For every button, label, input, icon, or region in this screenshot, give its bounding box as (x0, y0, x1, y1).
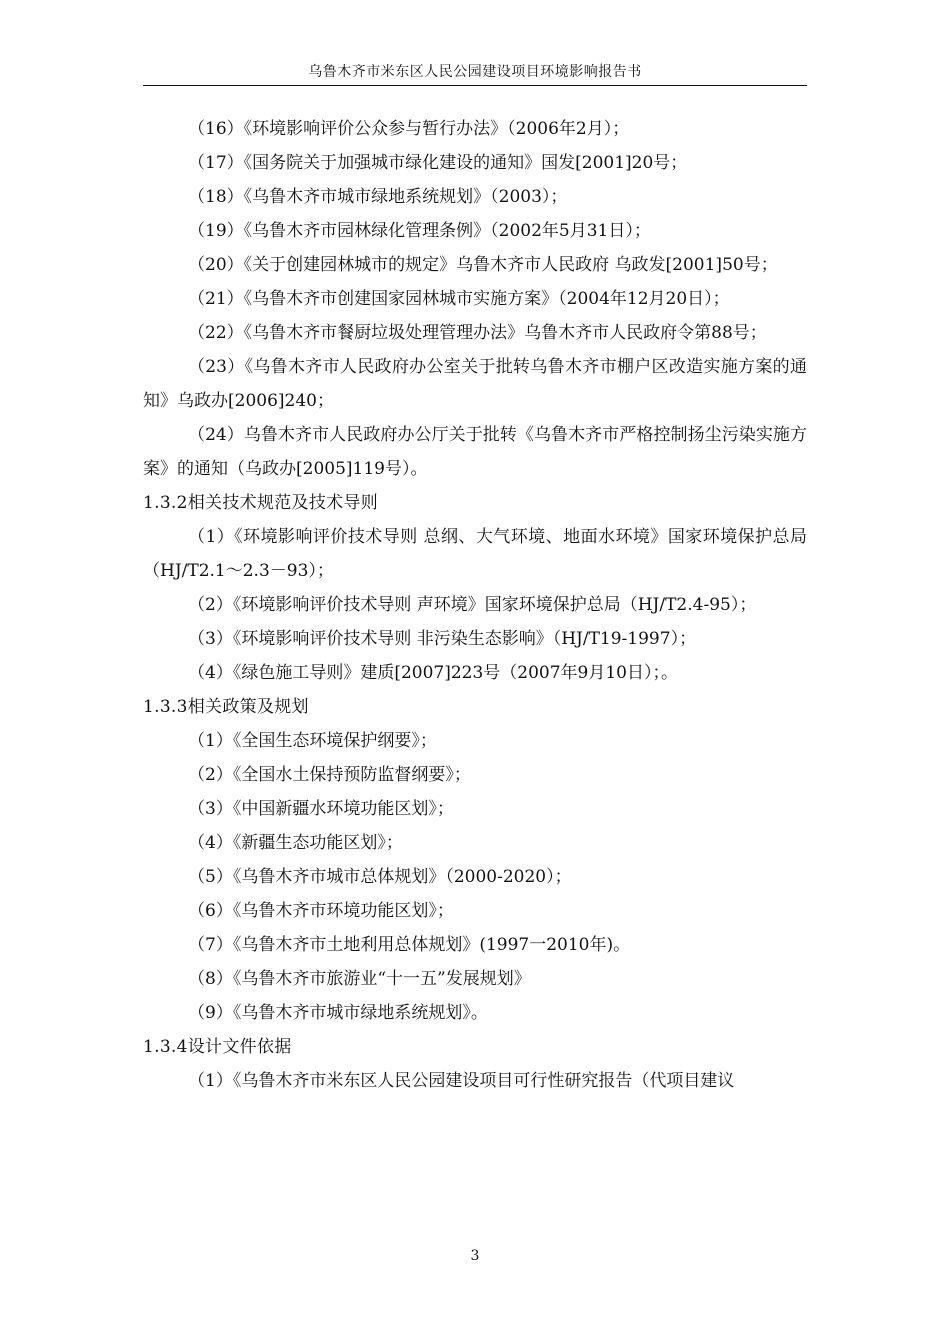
reference-item-20: （20）《关于创建园林城市的规定》乌鲁木齐市人民政府 乌政发[2001]50号； (188, 255, 778, 275)
section-heading-1-3-2: 1.3.2相关技术规范及技术导则 (143, 493, 379, 513)
standard-item-2: （2）《环境影响评价技术导则 声环境》国家环境保护总局（HJ/T2.4-95）； (188, 595, 757, 615)
standard-item-4: （4）《绿色施工导则》建质[2007]223号（2007年9月10日）；。 (188, 663, 679, 683)
policy-item-1: （1）《全国生态环境保护纲要》； (188, 731, 437, 751)
policy-item-7: （7）《乌鲁木齐市土地利用总体规划》(1997一2010年)。 (188, 935, 631, 955)
reference-item-21: （21）《乌鲁木齐市创建国家园林城市实施方案》（2004年12月20日）； (188, 289, 730, 309)
design-document-item-1: （1）《乌鲁木齐市米东区人民公园建设项目可行性研究报告（代项目建议 (188, 1071, 735, 1091)
reference-item-24: （24）乌鲁木齐市人民政府办公厅关于批转《乌鲁木齐市严格控制扬尘污染实施方案》的通知（乌政办[2005]119号）。 (143, 425, 807, 479)
reference-item-16: （16）《环境影响评价公众参与暂行办法》（2006年2月）； (188, 119, 630, 139)
reference-item-22: （22）《乌鲁木齐市餐厨垃圾处理管理办法》乌鲁木齐市人民政府令第88号； (188, 323, 767, 343)
page-number: 3 (470, 1248, 480, 1264)
section-heading-1-3-3: 1.3.3相关政策及规划 (143, 697, 309, 717)
policy-item-4: （4）《新疆生态功能区划》； (188, 833, 403, 853)
policy-item-9: （9）《乌鲁木齐市城市绿地系统规划》。 (188, 1003, 488, 1023)
reference-item-19: （19）《乌鲁木齐市园林绿化管理条例》（2002年5月31日）； (188, 221, 651, 241)
policy-item-3: （3）《中国新疆水环境功能区划》； (188, 799, 454, 819)
standard-item-1: （1）《环境影响评价技术导则 总纲、大气环境、地面水环境》国家环境保护总局（HJ/T2.1～2.3－93）； (143, 527, 807, 581)
policy-item-2: （2）《全国水土保持预防监督纲要》； (188, 765, 471, 785)
policy-item-6: （6）《乌鲁木齐市环境功能区划》； (188, 901, 454, 921)
reference-item-17: （17）《国务院关于加强城市绿化建设的通知》国发[2001]20号； (188, 153, 688, 173)
policy-item-8: （8）《乌鲁木齐市旅游业“十一五”发展规划》 (188, 969, 531, 989)
reference-item-18: （18）《乌鲁木齐市城市绿地系统规划》（2003）； (188, 187, 568, 207)
standard-item-3: （3）《环境影响评价技术导则 非污染生态影响》（HJ/T19-1997）； (188, 629, 697, 649)
policy-item-5: （5）《乌鲁木齐市城市总体规划》（2000-2020）； (188, 867, 572, 887)
document-body (143, 112, 807, 1098)
header-rule (143, 85, 807, 86)
reference-item-23: （23）《乌鲁木齐市人民政府办公室关于批转乌鲁木齐市棚户区改造实施方案的通知》乌政办[2006]240； (143, 357, 807, 411)
page-header: 乌鲁木齐市米东区人民公园建设项目环境影响报告书 (308, 64, 642, 80)
section-heading-1-3-4: 1.3.4设计文件依据 (143, 1037, 292, 1057)
